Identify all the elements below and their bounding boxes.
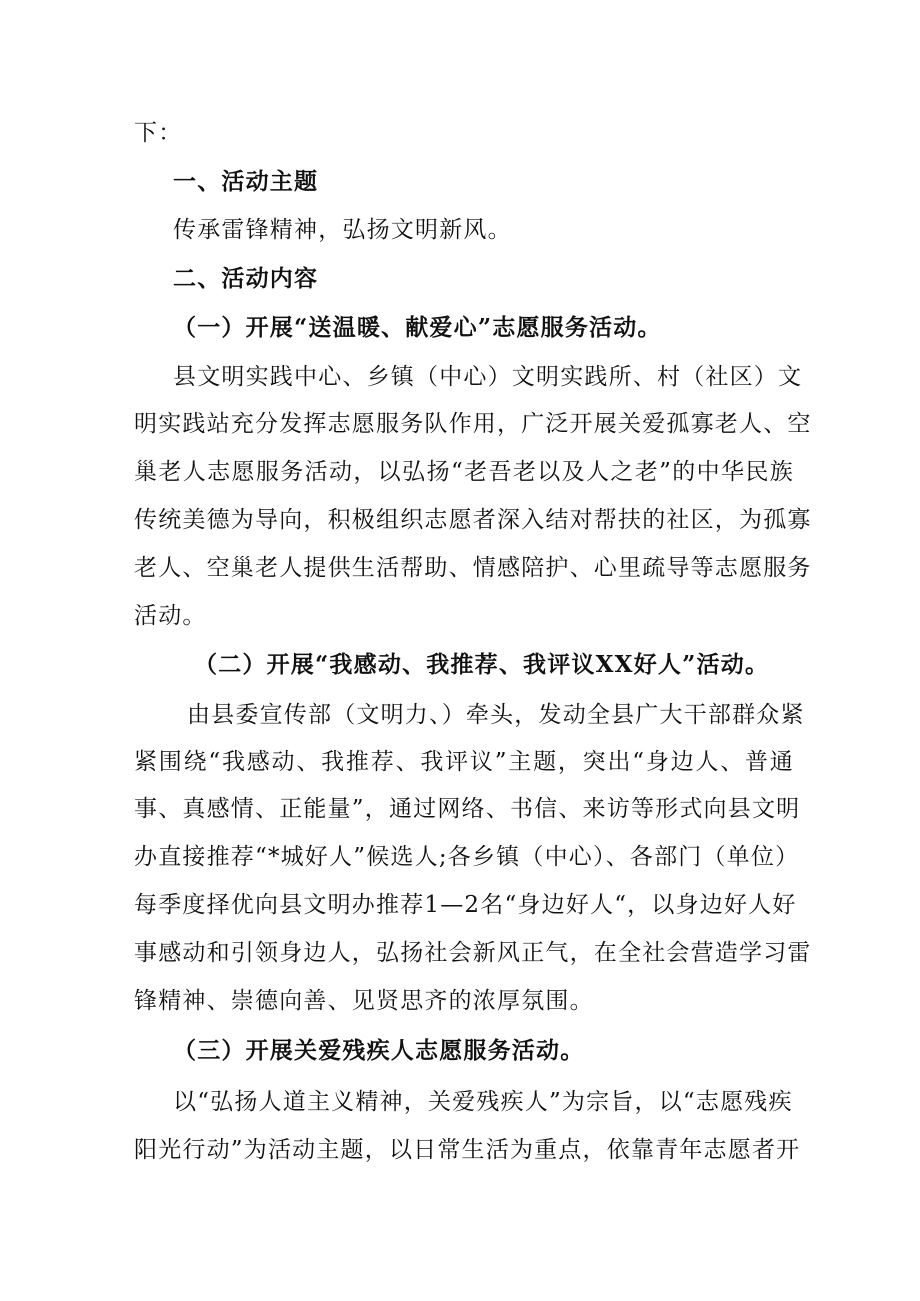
section-heading: 一、活动主题 [173,168,319,195]
paragraph-line: 巢老人志愿服务活动，以弘扬“老吾老以及人之老”的中华民族 [134,459,794,485]
subsection-heading: （一）开展“送温暖、献爱心”志愿服务活动。 [173,314,662,341]
paragraph-line: 活动。 [134,603,207,629]
paragraph-line: 锋精神、崇德向善、见贤思齐的浓厚氛围。 [134,988,594,1014]
text-line: 下： [134,120,183,146]
paragraph-line: 紧围绕“我感动、我推荐、我评议”主题，突出“身边人、普通 [134,749,794,775]
paragraph-line: 传承雷锋精神，弘扬文明新风。 [173,217,512,243]
subsection-heading: （二）开展“我感动、我推荐、我评议XX好人”活动。 [194,651,770,678]
subsection-heading: （三）开展关爱残疾人志愿服务活动。 [173,1037,585,1064]
paragraph-line: 传统美德为导向，积极组织志愿者深入结对帮扶的社区，为孤寡 [134,507,812,533]
paragraph-line: 事感动和引领身边人，弘扬社会新风正气，在全社会营造学习雷 [134,940,812,966]
paragraph-line: 老人、空巢老人提供生活帮助、情感陪护、心里疏导等志愿服务 [134,555,812,581]
section-heading: 二、活动内容 [173,265,319,292]
paragraph-line: 事、真感情、正能量”，通过网络、书信、来访等形式向县文明 [134,796,801,822]
paragraph-line: 县文明实践中心、乡镇（中心）文明实践所、村（社区）文 [173,364,803,390]
paragraph-line: 由县委宣传部（文明力、）牵头，发动全县广大干部群众紧 [187,702,805,728]
paragraph-line: 每季度择优向县文明办推荐1—2名“身边好人“，以身边好人好 [134,892,797,918]
paragraph-line: 明实践站充分发挥志愿服务队作用，广泛开展关爱孤寡老人、空 [134,411,812,437]
paragraph-line: 以“弘扬人道主义精神，关爱残疾人”为宗旨，以“志愿残疾 [173,1089,793,1115]
paragraph-line: 阳光行动”为活动主题，以日常生活为重点，依靠青年志愿者开 [134,1137,801,1163]
paragraph-line: 办直接推荐“*城好人”候选人;各乡镇（中心）、各部门（单位） [134,844,800,870]
